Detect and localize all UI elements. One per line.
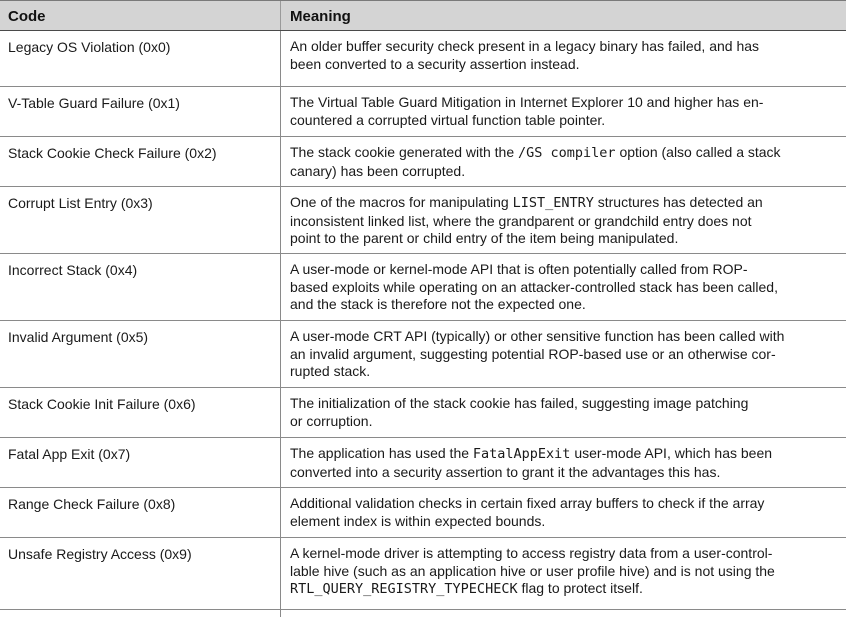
row-meaning [281, 87, 846, 136]
meaning-text: option (also called a stack [615, 144, 781, 160]
table-row [0, 187, 846, 254]
meaning-text: The application has used the [290, 445, 473, 461]
meaning-line: point to the parent or child entry of the item being manipulated. [290, 230, 679, 246]
meaning-line: converted into a security assertion to grant it the advantages this has. [290, 463, 721, 480]
meaning-line: been converted to a security assertion instead. [290, 55, 580, 72]
row-code: V-Table Guard Failure (0x1) [0, 87, 281, 136]
table-row [0, 538, 846, 610]
meaning-line: inconsistent linked list, where the grandparent or grandchild entry does not [290, 212, 752, 229]
meaning-text: One of the macros for manipulating [290, 194, 513, 210]
header-code: Code [0, 1, 281, 30]
table-row [0, 388, 846, 438]
row-code: Stack Cookie Init Failure (0x6) [0, 388, 281, 437]
meaning-line: based exploits while operating on an attacker-controlled stack has been called, [290, 278, 778, 295]
column-divider-tail [280, 610, 281, 617]
meaning-line: countered a corrupted virtual function table pointer. [290, 111, 606, 128]
meaning-line: Additional validation checks in certain fixed array buffers to check if the array [290, 495, 765, 511]
row-meaning [281, 137, 846, 186]
code-term: FatalAppExit [472, 446, 571, 462]
meaning-text: The stack cookie generated with the [290, 144, 519, 160]
table-row [0, 254, 846, 321]
row-meaning [281, 31, 846, 86]
meaning-line [290, 445, 832, 464]
meaning-line: The Virtual Table Guard Mitigation in Internet Explorer 10 and higher has en- [290, 94, 764, 110]
code-term: LIST_ENTRY [512, 195, 594, 211]
header-meaning: Meaning [290, 8, 351, 25]
meaning-line [290, 194, 832, 213]
meaning-line: A user-mode CRT API (typically) or other sensitive function has been called with [290, 328, 785, 344]
table-row [0, 488, 846, 538]
row-code: Corrupt List Entry (0x3) [0, 187, 281, 253]
row-meaning [281, 488, 846, 537]
table-row [0, 87, 846, 137]
meaning-line: rupted stack. [290, 363, 371, 379]
meaning-line: an invalid argument, suggesting potential ROP-based use or an otherwise cor- [290, 345, 776, 362]
meaning-line: lable hive (such as an application hive or user profile hive) and is not using the [290, 562, 775, 579]
table-row [0, 31, 846, 87]
meaning-line: element index is within expected bounds. [290, 512, 546, 529]
row-meaning [281, 538, 846, 609]
meaning-line: or corruption. [290, 412, 373, 429]
meaning-text: flag to protect itself. [517, 580, 643, 596]
meaning-line [290, 144, 832, 163]
meaning-line: canary) has been corrupted. [290, 162, 466, 179]
row-code: Unsafe Registry Access (0x9) [0, 538, 281, 609]
code-term: RTL_QUERY_REGISTRY_TYPECHECK [290, 581, 518, 597]
meaning-text: user-mode API, which has been [570, 445, 773, 461]
table-row [0, 438, 846, 488]
meaning-line: An older buffer security check present in a legacy binary has failed, and has [290, 38, 760, 54]
row-code: Range Check Failure (0x8) [0, 488, 281, 537]
meaning-line: A kernel-mode driver is attempting to access registry data from a user-control- [290, 545, 773, 561]
row-meaning [281, 321, 846, 387]
row-meaning [281, 388, 846, 437]
row-code: Invalid Argument (0x5) [0, 321, 281, 387]
row-meaning [281, 438, 846, 487]
meaning-line: A user-mode or kernel-mode API that is often potentially called from ROP- [290, 261, 748, 277]
table-row [0, 137, 846, 187]
table-header [0, 0, 846, 31]
code-term: /GS compiler [518, 145, 616, 161]
meaning-line [290, 580, 832, 599]
row-code: Incorrect Stack (0x4) [0, 254, 281, 320]
meaning-line: The initialization of the stack cookie has failed, suggesting image patching [290, 395, 749, 411]
row-code: Legacy OS Violation (0x0) [0, 31, 281, 86]
table-row [0, 321, 846, 388]
row-meaning [281, 187, 846, 253]
row-meaning [281, 254, 846, 320]
row-code: Fatal App Exit (0x7) [0, 438, 281, 487]
meaning-text: structures has detected an [593, 194, 763, 210]
row-code: Stack Cookie Check Failure (0x2) [0, 137, 281, 186]
meaning-line: and the stack is therefore not the expected one. [290, 296, 586, 312]
